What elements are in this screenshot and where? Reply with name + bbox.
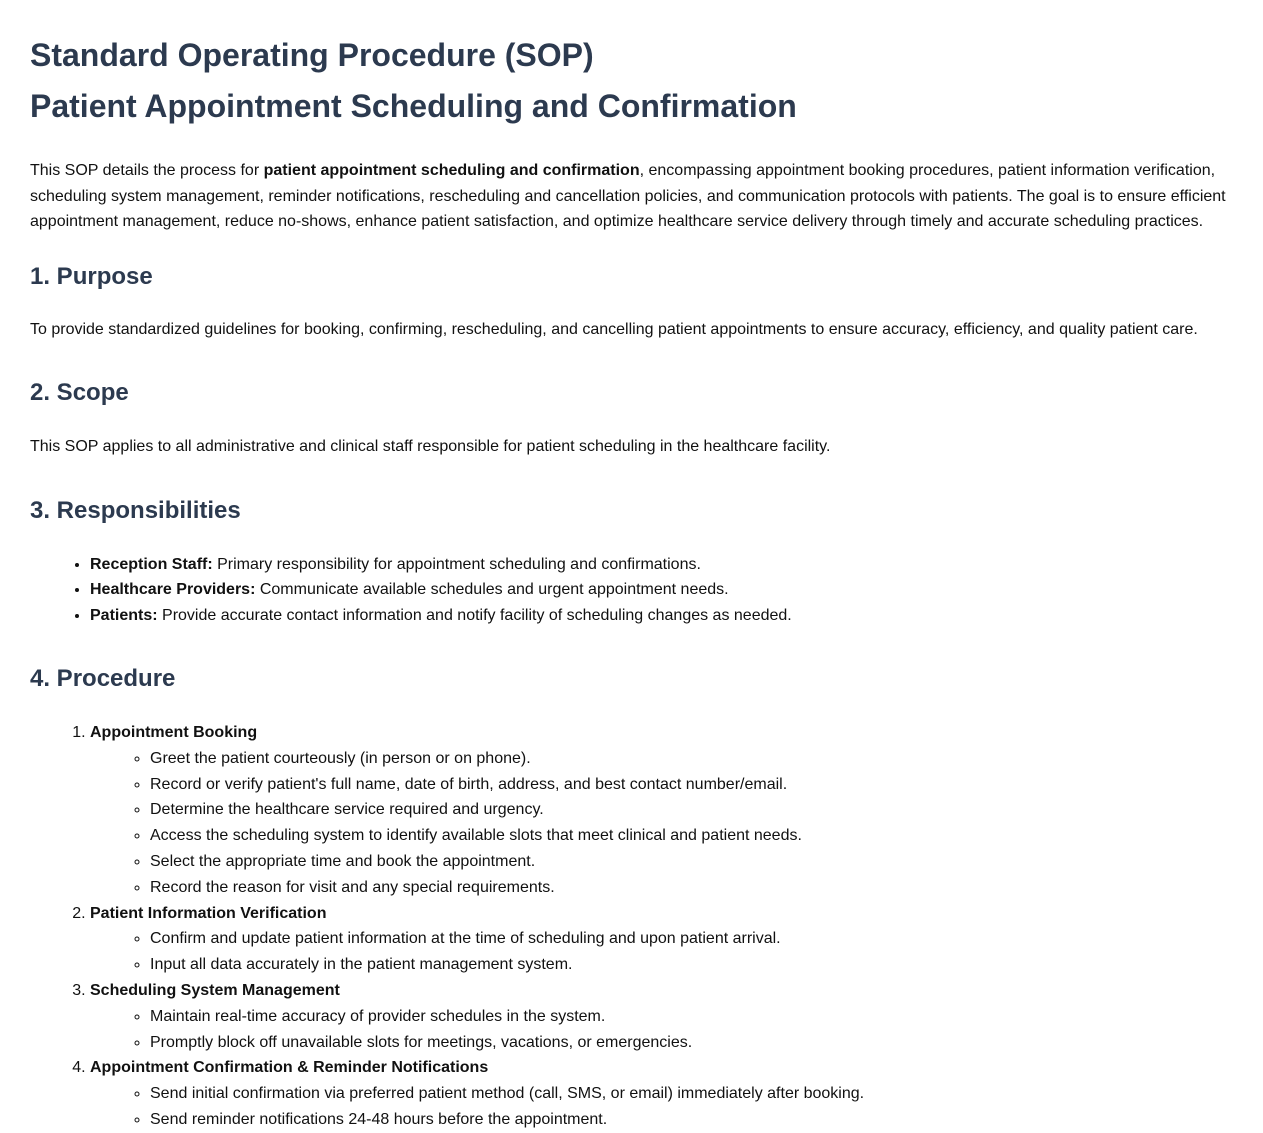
list-item: ◦ Maintain real-time accuracy of provider schedules in the system.	[150, 1004, 1233, 1030]
list-item: ◦ Record the reason for visit and any special requirements.	[150, 875, 1233, 901]
list-item	[90, 577, 1233, 603]
purpose-text: To provide standardized guidelines for booking, confirming, rescheduling, and cancelling patient appointments to ensure accuracy, efficiency, and quality patient care.	[30, 320, 1198, 338]
list-item: ◦ Determine the healthcare service required and urgency.	[150, 797, 1233, 823]
step-title: Appointment Booking	[90, 724, 258, 741]
step-sublist	[90, 1081, 1233, 1133]
step-sublist	[90, 746, 1233, 901]
procedure-step	[90, 720, 1233, 901]
step-title: Appointment Confirmation & Reminder Notifications	[90, 1059, 489, 1077]
list-item: ◦ Promptly block off unavailable slots for meetings, vacations, or emergencies.	[150, 1030, 1233, 1056]
role-text: Provide accurate contact information and notify facility of scheduling changes as needed.	[157, 606, 792, 624]
procedure-list	[30, 720, 1233, 1133]
list-item: ◦ Access the scheduling system to identify available slots that meet clinical and patient needs.	[150, 823, 1233, 849]
step-sublist	[90, 1004, 1233, 1056]
document-title-line1: Standard Operating Procedure (SOP)	[30, 37, 594, 73]
purpose-heading: 1. Purpose	[30, 262, 153, 290]
responsibilities-heading: 3. Responsibilities	[30, 496, 241, 524]
procedure-step	[90, 978, 1233, 1055]
role-label: Patients:	[90, 606, 158, 624]
responsibilities-list	[30, 552, 1233, 629]
list-item: ◦ Send initial confirmation via preferred patient method (call, SMS, or email) immediately after booking.	[150, 1081, 1233, 1107]
list-item	[90, 552, 1233, 578]
role-label: Healthcare Providers:	[90, 581, 256, 598]
list-item: ◦ Greet the patient courteously (in person or on phone).	[150, 746, 1233, 772]
intro-paragraph	[30, 158, 1233, 235]
list-item: ◦ Record or verify patient's full name, date of birth, address, and best contact number/email.	[150, 772, 1233, 798]
step-title: Scheduling System Management	[90, 981, 340, 999]
procedure-step	[90, 901, 1233, 978]
intro-text-after: , encompassing appointment booking procedures, patient information verification, scheduling system management, reminder notifications, rescheduling and cancellation policies, and communication protocols with patients. The goal is to ensure efficient appointment management, reduce no-shows, enhance patient satisfaction, and optimize healthcare service delivery through timely and accurate scheduling practices.	[30, 162, 1226, 230]
intro-text-bold: patient appointment scheduling and confirmation	[263, 162, 640, 179]
list-item	[90, 603, 1233, 629]
role-text: Communicate available schedules and urgent appointment needs.	[255, 581, 729, 598]
procedure-step	[90, 1055, 1233, 1132]
procedure-heading: 4. Procedure	[30, 665, 176, 692]
step-title: Patient Information Verification	[90, 904, 327, 922]
list-item: ◦ Select the appropriate time and book the appointment.	[150, 849, 1233, 875]
list-item: ◦ Send reminder notifications 24-48 hours before the appointment.	[150, 1107, 1233, 1133]
scope-heading: 2. Scope	[30, 379, 129, 406]
role-label: Reception Staff:	[90, 555, 213, 573]
document-title-line2: Patient Appointment Scheduling and Confirmation	[30, 88, 797, 124]
role-text: Primary responsibility for appointment scheduling and confirmations.	[212, 555, 701, 573]
intro-text-before: This SOP details the process for	[30, 162, 264, 179]
list-item: ◦ Confirm and update patient information at the time of scheduling and upon patient arrival.	[150, 926, 1233, 952]
step-sublist	[90, 926, 1233, 978]
list-item: ◦ Input all data accurately in the patient management system.	[150, 952, 1233, 978]
scope-text: This SOP applies to all administrative and clinical staff responsible for patient scheduling in the healthcare facility.	[30, 438, 831, 455]
